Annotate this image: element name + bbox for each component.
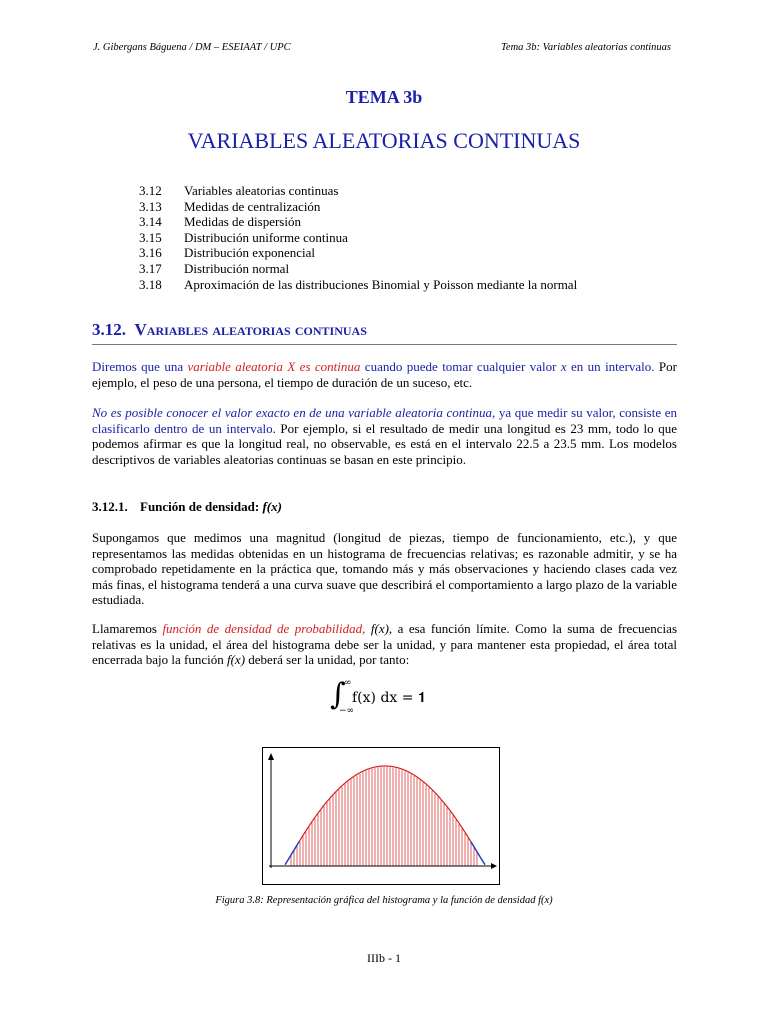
text-run: Diremos que una — [92, 359, 188, 374]
highlight-statement: No es posible conocer el valor exacto en de una variable aleatoria continua — [92, 405, 492, 420]
density-curve-tail — [471, 842, 485, 865]
tema-label: TEMA 3b — [345, 87, 423, 107]
toc-item — [139, 183, 577, 199]
text-run: . Por ejemplo, si el resultado de medir una longitud es 23 mm, todo lo que podemos afirmar es que la longitud real, no observable, es está en el intervalo 22.5 a 23.5 mm. Los modelos descriptivos de variables aleatorias continuas se basan en este principio. — [92, 420, 677, 467]
toc-label: Medidas de dispersión — [184, 214, 301, 230]
text-run: Por ejemplo, el peso de una persona, el tiempo de duración de un suceso, etc. — [92, 359, 677, 390]
integral-upper-limit: ∞ — [344, 678, 352, 688]
toc-number: 3.17 — [139, 260, 162, 276]
highlight-term: función de densidad de probabilidad, — [162, 621, 366, 636]
text-run: , ya que medir su valor, consiste en clasificarlo dentro de un intervalo — [92, 405, 678, 436]
text-run: cuando puede tomar cualquier valor — [360, 359, 561, 374]
x-axis-arrow — [491, 863, 497, 869]
text-run: Llamaremos — [92, 621, 163, 636]
text-run: deberá ser la unidad, por tanto: — [245, 652, 410, 668]
histogram-bars — [291, 767, 477, 866]
table-of-contents — [139, 183, 577, 292]
toc-label: Distribución normal — [184, 260, 290, 276]
toc-label: Aproximación de las distribuciones Binomial y Poisson mediante la normal — [184, 276, 578, 292]
subsection-title: Función de densidad: — [140, 499, 263, 514]
header-left: J. Gibergans Báguena / DM – ESEIAAT / UPC — [93, 42, 291, 53]
toc-item — [139, 199, 577, 215]
histogram-figure — [262, 747, 500, 885]
fx-term: f(x) — [226, 652, 246, 668]
toc-number: 3.14 — [139, 214, 162, 230]
section-heading — [92, 320, 677, 345]
header-right: Tema 3b: Variables aleatorias continuas — [501, 42, 671, 53]
subsection-fx: f(x) — [262, 499, 282, 514]
toc-number: 3.12 — [139, 183, 162, 198]
subsection-number: 3.12.1. — [92, 499, 128, 514]
toc-number: 3.16 — [139, 245, 162, 261]
figure-caption: Figura 3.8: Representación gráfica del histograma y la función de densidad f(x) — [215, 895, 553, 906]
toc-label: Distribución uniforme continua — [184, 229, 348, 245]
y-axis-arrow — [268, 753, 274, 760]
toc-label: Medidas de centralización — [184, 198, 321, 214]
toc-item — [139, 214, 577, 230]
toc-item — [139, 230, 577, 246]
paragraph-histogram: Supongamos que medimos una magnitud (longitud de piezas, tiempo de funcionamiento, etc.), y que representamos las medidas obtenidas en un histograma de frecuencias relativas; es razonable admitir, y se ha comprobado repetidamente en la práctica que, tomando más y más observaciones y haciendo clases cada vez más finas, el histograma tenderá a una curva suave que describirá el comportamiento a largo plazo de la variable estudiada. — [92, 530, 677, 608]
toc-label: Variables aleatorias continuas — [184, 183, 339, 198]
toc-number: 3.13 — [139, 198, 162, 214]
integral-sign: ∫ — [330, 677, 346, 712]
page-number: IIIb - 1 — [367, 951, 401, 965]
integral-body: f(x) dx = 𝟏 — [352, 690, 426, 706]
paragraph-density — [92, 621, 677, 668]
toc-number: 3.18 — [139, 276, 162, 292]
paragraph-definition — [92, 359, 677, 390]
toc-number: 3.15 — [139, 229, 162, 245]
toc-item — [139, 277, 577, 293]
variable-x: x — [560, 359, 567, 374]
toc-item — [139, 261, 577, 277]
paragraph-measurement — [92, 405, 677, 467]
subsection-heading — [92, 499, 282, 515]
integral-lower-limit: −∞ — [339, 706, 355, 716]
text-run: en un intervalo. — [566, 359, 655, 374]
histogram-plot — [263, 748, 499, 884]
fx-term: f(x) — [370, 621, 389, 636]
toc-item — [139, 245, 577, 261]
section-number: 3.12. — [92, 320, 126, 339]
highlight-term: variable aleatoria X es continua — [187, 359, 361, 374]
page-title: VARIABLES ALEATORIAS CONTINUAS — [187, 128, 581, 153]
section-title: Variables aleatorias continuas — [134, 320, 367, 339]
toc-label: Distribución exponencial — [184, 245, 316, 261]
text-run: , a esa función límite. Como la suma de frecuencias relativas es la unidad, el área del histograma debe ser la unidad, y para mantener esta propiedad, el área total encerrada bajo la función — [92, 621, 678, 668]
